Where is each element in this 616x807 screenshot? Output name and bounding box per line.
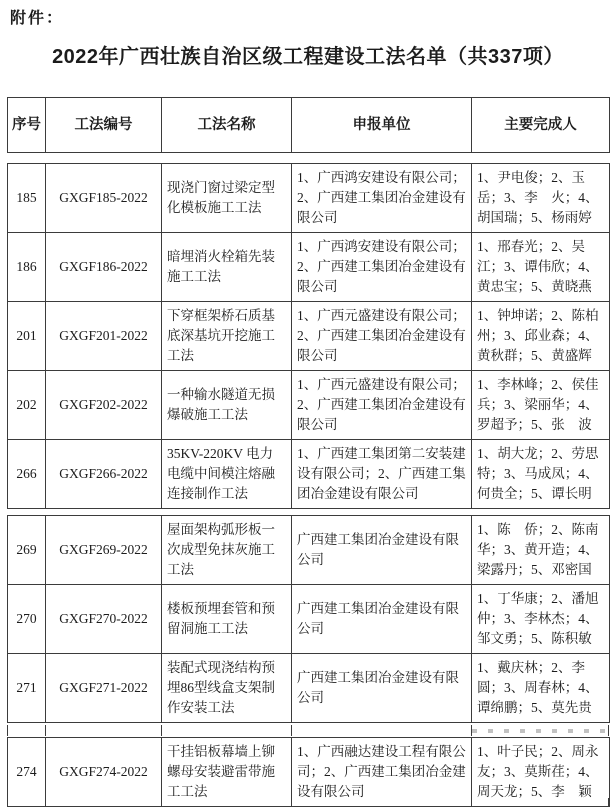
page-title: 2022年广西壮族自治区级工程建设工法名单（共337项） bbox=[52, 46, 564, 68]
table-row bbox=[8, 738, 610, 807]
page-break-fragment bbox=[7, 725, 609, 736]
row-method-name: 现浇门窗过梁定型化模板施工工法 bbox=[162, 164, 292, 233]
row-method-name: 35KV-220KV 电力电缆中间模注熔融连接制作工法 bbox=[162, 440, 292, 509]
row-method-name: 屋面架构弧形板一次成型免抹灰施工工法 bbox=[162, 516, 292, 585]
stub-cell bbox=[291, 798, 471, 806]
stub-cell bbox=[161, 798, 291, 806]
row-declaring-unit: 1、广西鸿安建设有限公司；2、广西建工集团冶金建设有限公司 bbox=[292, 164, 472, 233]
fragment-cell bbox=[291, 725, 471, 736]
table-row bbox=[8, 440, 610, 509]
table-header bbox=[7, 97, 610, 153]
fragment-cell bbox=[45, 725, 161, 736]
row-method-name: 下穿框架桥石质基底深基坑开挖施工工法 bbox=[162, 302, 292, 371]
fragment-cell-clipped-text bbox=[471, 725, 609, 736]
table-section-1 bbox=[7, 163, 610, 509]
table-section-3 bbox=[7, 737, 610, 807]
row-code: GXGF269-2022 bbox=[46, 516, 162, 585]
row-method-name: 一种输水隧道无损爆破施工工法 bbox=[162, 371, 292, 440]
row-declaring-unit: 广西建工集团冶金建设有限公司 bbox=[292, 516, 472, 585]
row-main-contributors: 1、戴庆林；2、李圆；3、周春林；4、谭绵鹏；5、莫先贵 bbox=[472, 654, 610, 723]
row-seq: 271 bbox=[8, 654, 46, 723]
table-row bbox=[8, 164, 610, 233]
row-declaring-unit: 1、广西融达建设工程有限公司；2、广西建工集团冶金建设有限公司 bbox=[292, 738, 472, 807]
header-method-name: 工法名称 bbox=[162, 98, 292, 153]
row-main-contributors: 1、叶子民；2、周永友；3、莫斯荏；4、周天龙；5、李 颖 bbox=[472, 738, 610, 807]
row-declaring-unit: 广西建工集团冶金建设有限公司 bbox=[292, 654, 472, 723]
attachment-label: 附件： bbox=[10, 10, 65, 27]
header-main-contributors: 主要完成人 bbox=[472, 98, 610, 153]
stub-cell bbox=[471, 798, 609, 806]
next-row-cut-off bbox=[7, 798, 609, 806]
stub-cell bbox=[7, 798, 45, 806]
row-code: GXGF274-2022 bbox=[46, 738, 162, 807]
header-seq: 序号 bbox=[8, 98, 46, 153]
row-seq: 201 bbox=[8, 302, 46, 371]
header-declaring-unit: 申报单位 bbox=[292, 98, 472, 153]
row-code: GXGF270-2022 bbox=[46, 585, 162, 654]
fragment-cell bbox=[7, 725, 45, 736]
row-seq: 269 bbox=[8, 516, 46, 585]
row-declaring-unit: 1、广西建工集团第二安装建设有限公司；2、广西建工集团冶金建设有限公司 bbox=[292, 440, 472, 509]
row-code: GXGF186-2022 bbox=[46, 233, 162, 302]
table-row bbox=[8, 585, 610, 654]
header-row bbox=[8, 98, 610, 153]
fragment-cell bbox=[161, 725, 291, 736]
row-method-name: 干挂铝板幕墙上铆螺母安装避雷带施工工法 bbox=[162, 738, 292, 807]
row-seq: 270 bbox=[8, 585, 46, 654]
table-row bbox=[8, 516, 610, 585]
row-code: GXGF266-2022 bbox=[46, 440, 162, 509]
row-seq: 266 bbox=[8, 440, 46, 509]
row-code: GXGF201-2022 bbox=[46, 302, 162, 371]
table-row bbox=[8, 302, 610, 371]
row-code: GXGF202-2022 bbox=[46, 371, 162, 440]
row-declaring-unit: 广西建工集团冶金建设有限公司 bbox=[292, 585, 472, 654]
row-main-contributors: 1、胡大龙；2、劳思特；3、马成凤；4、何贵全；5、谭长明 bbox=[472, 440, 610, 509]
row-main-contributors: 1、丁华康；2、潘旭仲；3、李林杰；4、邹文勇；5、陈积敏 bbox=[472, 585, 610, 654]
row-seq: 202 bbox=[8, 371, 46, 440]
row-declaring-unit: 1、广西元盛建设有限公司；2、广西建工集团冶金建设有限公司 bbox=[292, 371, 472, 440]
row-main-contributors: 1、邢春光；2、吴江；3、谭伟欣；4、黄忠宝；5、黄晓燕 bbox=[472, 233, 610, 302]
row-declaring-unit: 1、广西元盛建设有限公司；2、广西建工集团冶金建设有限公司 bbox=[292, 302, 472, 371]
row-method-name: 暗埋消火栓箱先装施工工法 bbox=[162, 233, 292, 302]
row-method-name: 楼板预埋套管和预留洞施工工法 bbox=[162, 585, 292, 654]
row-code: GXGF185-2022 bbox=[46, 164, 162, 233]
row-seq: 186 bbox=[8, 233, 46, 302]
table-row bbox=[8, 654, 610, 723]
row-method-name: 装配式现浇结构预埋86型线盒支架制作安装工法 bbox=[162, 654, 292, 723]
stub-cell bbox=[45, 798, 161, 806]
row-seq: 274 bbox=[8, 738, 46, 807]
row-main-contributors: 1、陈 侨；2、陈南华；3、黄开造；4、梁露丹；5、邓密国 bbox=[472, 516, 610, 585]
row-seq: 185 bbox=[8, 164, 46, 233]
table-section-2 bbox=[7, 515, 610, 723]
row-main-contributors: 1、李林峰；2、侯佳兵；3、梁丽华；4、罗超予；5、张 波 bbox=[472, 371, 610, 440]
table-row bbox=[8, 371, 610, 440]
row-main-contributors: 1、钟坤诺；2、陈柏州；3、邱业森；4、黄秋群；5、黄盛辉 bbox=[472, 302, 610, 371]
row-main-contributors: 1、尹电俊；2、玉岳；3、李 火；4、胡国瑞；5、杨雨婷 bbox=[472, 164, 610, 233]
row-code: GXGF271-2022 bbox=[46, 654, 162, 723]
row-declaring-unit: 1、广西鸿安建设有限公司；2、广西建工集团冶金建设有限公司 bbox=[292, 233, 472, 302]
table-row bbox=[8, 233, 610, 302]
header-code: 工法编号 bbox=[46, 98, 162, 153]
